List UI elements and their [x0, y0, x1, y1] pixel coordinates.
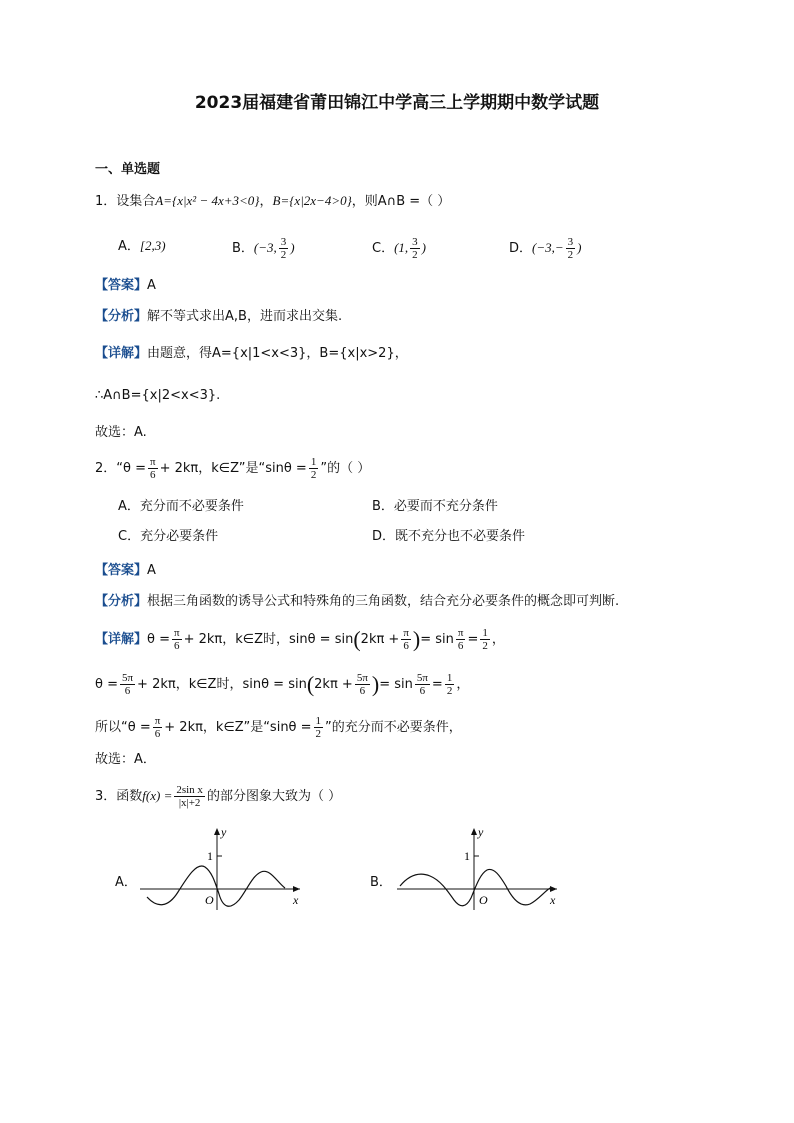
q1-analysis: 【分析】解不等式求出A,B，进而求出交集.: [95, 309, 343, 324]
tick-one-label: 1: [464, 849, 470, 863]
origin-label: O: [479, 893, 488, 907]
q1-detail: 【详解】由题意，得A={x|1<x<3}，B={x|x>2}，: [95, 346, 408, 361]
tick-one-label: 1: [207, 849, 213, 863]
y-axis-arrow: [471, 828, 477, 835]
q1-answer: 【答案】A: [95, 278, 156, 293]
x-axis-arrow: [293, 886, 300, 892]
page-title: 2023届福建省莆田锦江中学高三上学期期中数学试题: [194, 93, 600, 113]
question-2-stem: 2．“θ = $\frac{\pi}{6}$ + 2kπ，k∈Z”是“sinθ = $\frac{1}{2}$ ”的（ ）: [95, 456, 371, 481]
q2-detail-line-1: 【详解】θ = $\frac{\pi}{6}$ + 2kπ，k∈Z时，sinθ = sin(2kπ + $\frac{\pi}{6}$ )= sin $\frac{\pi}{6}$ = $\frac{1}{2}$ ，: [95, 626, 505, 652]
y-label: y: [221, 825, 227, 839]
q1-detail-2: ∴A∩B={x|2<x<3}.: [95, 388, 221, 403]
q3-graph-a-label: A．: [115, 875, 137, 890]
question-1-stem: 1．设集合A={x|x² − 4x+3<0}，B={x|2x−4>0}，则A∩B =（ ）: [95, 193, 451, 209]
q1-option-c: C．(1, $\frac{3}{2}$ ): [372, 236, 427, 261]
q3-graph-a: [135, 822, 310, 912]
origin-label: O: [205, 893, 214, 907]
curve: [400, 869, 550, 905]
q1-option-b: B．(−3, $\frac{3}{2}$ ): [232, 236, 295, 261]
y-axis-arrow: [214, 828, 220, 835]
q1-option-d: D．(−3,− $\frac{3}{2}$ ): [509, 236, 582, 261]
q2-detail-line-2: θ = $\frac{5\pi}{6}$ + 2kπ，k∈Z时，sinθ = sin(2kπ + $\frac{5\pi}{6}$ )= sin $\frac{5\pi}{6}$ = $\frac{1}{2}$ ，: [95, 671, 470, 697]
q2-option-b: B．必要而不充分条件: [372, 499, 498, 514]
q3-graph-b: [392, 822, 567, 912]
q2-option-a: A．充分而不必要条件: [118, 499, 244, 514]
q1-option-a: A．[2,3): [118, 238, 166, 254]
x-label: x: [293, 893, 299, 907]
q2-option-c: C．充分必要条件: [118, 529, 219, 544]
q1-choice: 故选：A.: [95, 425, 147, 440]
q3-graph-b-label: B．: [370, 875, 392, 890]
q2-answer: 【答案】A: [95, 563, 156, 578]
y-label: y: [478, 825, 484, 839]
curve: [147, 866, 285, 906]
x-label: x: [550, 893, 556, 907]
q2-detail-line-3: 所以“θ = $\frac{\pi}{6}$ + 2kπ，k∈Z”是“sinθ = $\frac{1}{2}$ ”的充分而不必要条件，: [95, 715, 462, 740]
q2-option-d: D．既不充分也不必要条件: [372, 529, 526, 544]
q2-analysis: 【分析】根据三角函数的诱导公式和特殊角的三角函数，结合充分必要条件的概念即可判断.: [95, 594, 620, 609]
question-3-stem: 3．函数f(x) = $\frac{\text{2sin x}}{|x|+2}$ 的部分图象大致为（ ）: [95, 784, 342, 809]
x-axis-arrow: [550, 886, 557, 892]
q2-choice: 故选：A．: [95, 752, 156, 767]
section-heading: 一、单选题: [95, 162, 161, 177]
